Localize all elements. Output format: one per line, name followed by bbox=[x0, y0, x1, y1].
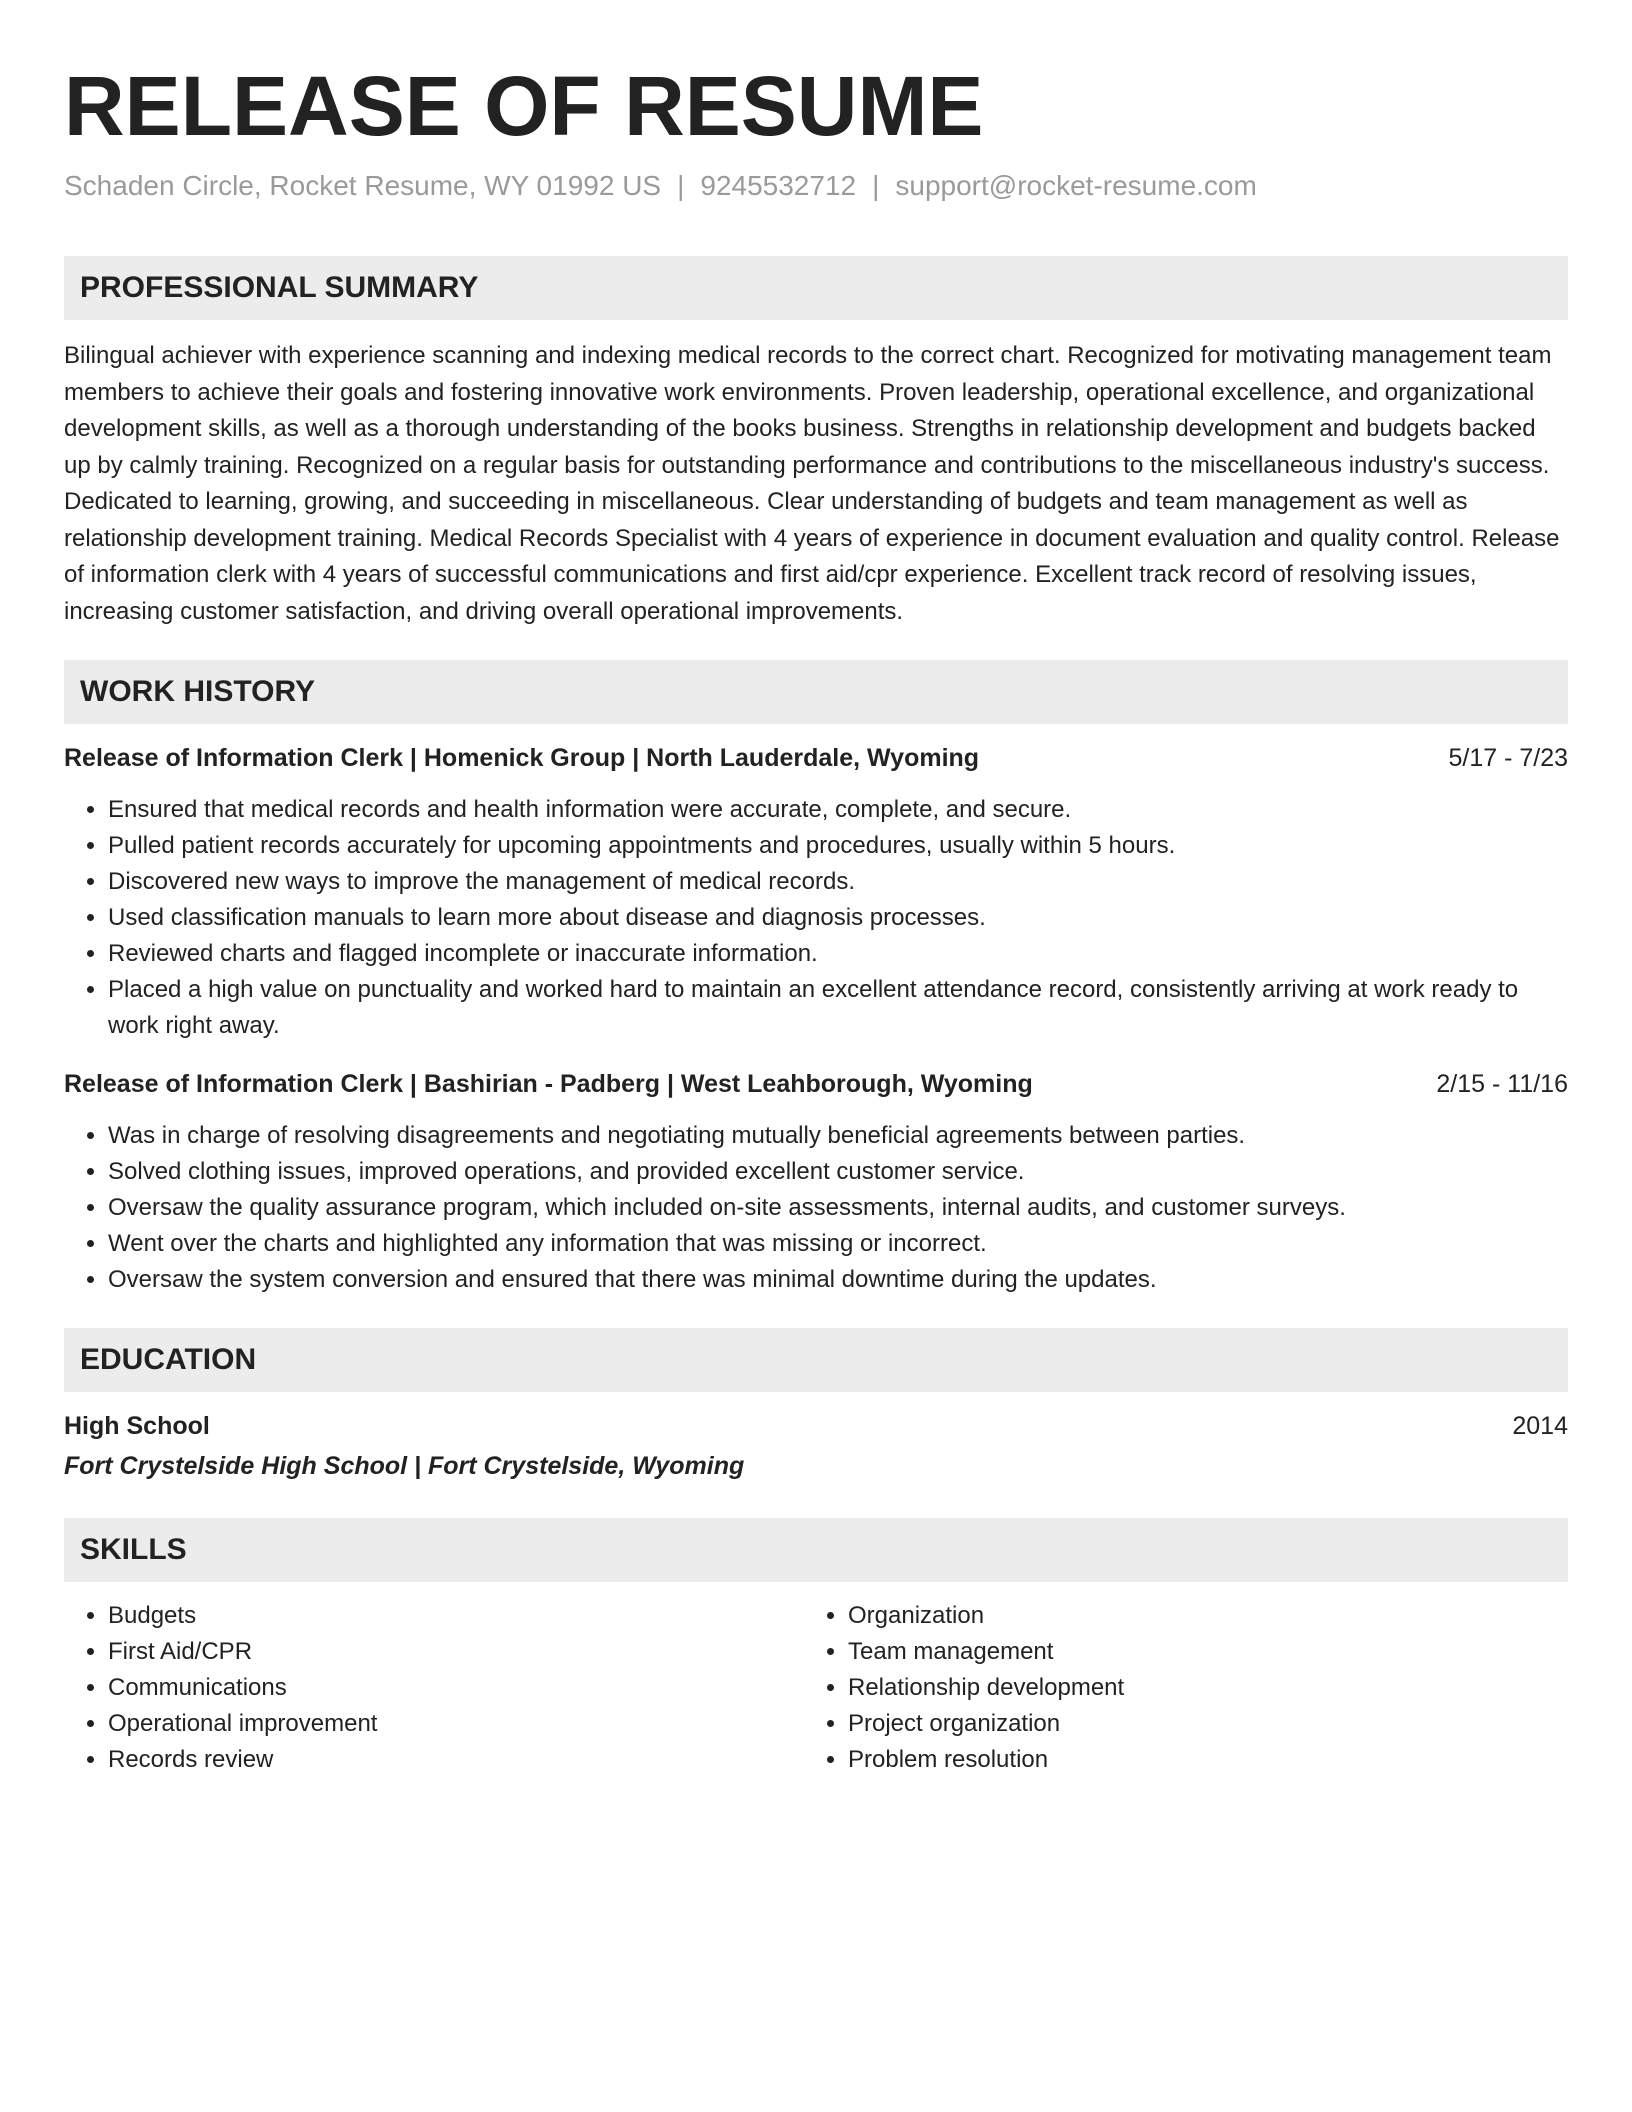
list-item: • Was in charge of resolving disagreements and negotiating mutually beneficial agreements between parties. bbox=[108, 1118, 1568, 1154]
list-item: • Discovered new ways to improve the management of medical records. bbox=[108, 864, 1568, 900]
skill-item: • Budgets bbox=[108, 1598, 804, 1634]
job-dates: 5/17 - 7/23 bbox=[1448, 744, 1568, 772]
contact-line bbox=[64, 168, 1568, 204]
list-item: • Used classification manuals to learn more about disease and diagnosis processes. bbox=[108, 900, 1568, 936]
skills-list-left bbox=[64, 1598, 804, 1778]
job-heading bbox=[64, 1066, 1568, 1102]
resume-name: RELEASE OF RESUME bbox=[64, 59, 984, 153]
list-item: • Oversaw the system conversion and ensured that there was minimal downtime during the updates. bbox=[108, 1262, 1568, 1298]
skill-item: • Records review bbox=[108, 1742, 804, 1778]
list-item: • Solved clothing issues, improved operations, and provided excellent customer service. bbox=[108, 1154, 1568, 1190]
section-header-skills: SKILLS bbox=[64, 1518, 1568, 1582]
section-header-work-history: WORK HISTORY bbox=[64, 660, 1568, 724]
skill-item: • Relationship development bbox=[848, 1670, 1544, 1706]
list-item: • Pulled patient records accurately for upcoming appointments and procedures, usually within 5 hours. bbox=[108, 828, 1568, 864]
education-school: Fort Crystelside High School | Fort Crystelside, Wyoming bbox=[64, 1452, 745, 1480]
skill-item: • Communications bbox=[108, 1670, 804, 1706]
skills-list-right bbox=[804, 1598, 1544, 1778]
job-bullets bbox=[64, 792, 1568, 1044]
contact-address: Schaden Circle, Rocket Resume, WY 01992 US bbox=[64, 170, 662, 201]
education-year: 2014 bbox=[1512, 1412, 1568, 1440]
contact-separator: | bbox=[677, 170, 685, 201]
skill-item: • Operational improvement bbox=[108, 1706, 804, 1742]
contact-phone: 9245532712 bbox=[700, 170, 857, 201]
contact-separator: | bbox=[872, 170, 880, 201]
job-dates: 2/15 - 11/16 bbox=[1436, 1070, 1568, 1098]
section-header-education: EDUCATION bbox=[64, 1328, 1568, 1392]
contact-email: support@rocket-resume.com bbox=[895, 170, 1257, 201]
education-heading bbox=[64, 1408, 1568, 1444]
job-bullets bbox=[64, 1118, 1568, 1298]
skills-columns bbox=[64, 1598, 1568, 1778]
skill-item: • Organization bbox=[848, 1598, 1544, 1634]
list-item: • Placed a high value on punctuality and worked hard to maintain an excellent attendance record, consistently arriving at work ready to work right away. bbox=[108, 972, 1568, 1044]
education-degree: High School bbox=[64, 1412, 210, 1440]
summary-text: Bilingual achiever with experience scanning and indexing medical records to the correct chart. Recognized for motivating management team members to achieve their goals and fostering innovative work environments. Proven leadership, operational excellence, and organizational development skills, as well as a thorough understanding of the books business. Strengths in relationship development and budgets backed up by calmly training. Recognized on a regular basis for outstanding performance and contributions to the miscellaneous industry's success. Dedicated to learning, growing, and succeeding in miscellaneous. Clear understanding of budgets and team management as well as relationship development training. Medical Records Specialist with 4 years of experience in document evaluation and quality control. Release of information clerk with 4 years of successful communications and first aid/cpr experience. Excellent track record of resolving issues, increasing customer satisfaction, and driving overall operational improvements. bbox=[64, 342, 1560, 625]
job-title: Release of Information Clerk | Bashirian - Padberg | West Leahborough, Wyoming bbox=[64, 1070, 1033, 1098]
skill-item: • Problem resolution bbox=[848, 1742, 1544, 1778]
skill-item: • First Aid/CPR bbox=[108, 1634, 804, 1670]
skill-item: • Project organization bbox=[848, 1706, 1544, 1742]
list-item: • Ensured that medical records and health information were accurate, complete, and secure. bbox=[108, 792, 1568, 828]
skill-item: • Team management bbox=[848, 1634, 1544, 1670]
list-item: • Oversaw the quality assurance program, which included on-site assessments, internal audits, and customer surveys. bbox=[108, 1190, 1568, 1226]
list-item: • Went over the charts and highlighted any information that was missing or incorrect. bbox=[108, 1226, 1568, 1262]
job-heading bbox=[64, 740, 1568, 776]
list-item: • Reviewed charts and flagged incomplete or inaccurate information. bbox=[108, 936, 1568, 972]
section-header-summary: PROFESSIONAL SUMMARY bbox=[64, 256, 1568, 320]
job-title: Release of Information Clerk | Homenick Group | North Lauderdale, Wyoming bbox=[64, 744, 980, 772]
